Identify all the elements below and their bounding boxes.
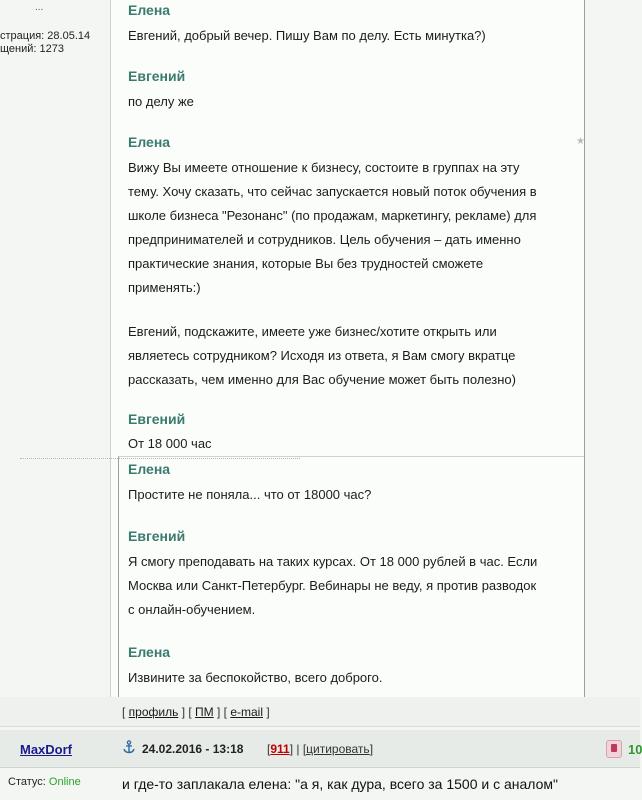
post-actions: [911] | [цитировать] [267,742,374,756]
chat-sender-name: Евгений [128,528,186,544]
chat-message-line: Я смогу преподавать на таких курсах. От 18 000 рублей в час. Если [128,554,538,569]
post-footer [0,697,640,727]
post-links: [ профиль ] [ ПМ ] [ e-mail ] [122,705,270,719]
chat-message-line: с онлайн-обучением. [128,602,256,617]
user-status [8,776,81,788]
chat-sender-name: Евгений [128,68,186,84]
chat-message-line: тему. Хочу сказать, что сейчас запускается новый поток обучения в [128,184,537,199]
post-date: 24.02.2016 - 13:18 [142,742,244,756]
chat-sender-name: Елена [128,134,171,150]
post-text: и где-то заплакала елена: "а я, как дура, всего за 1500 и с аналом" [122,776,558,792]
chat-message-line: Евгений, добрый вечер. Пишу Вам по делу. Есть минутка?) [128,28,486,43]
chat-message-line: по делу же [128,94,194,109]
chat-message-line: практические знания, которые Вы без трудностей сможете [128,256,484,271]
anchor-icon[interactable] [122,740,136,754]
chat-sender-name: Елена [128,2,171,18]
chat-message-line: применять:) [128,280,201,295]
chat-message-line: предпринимателей и сотрудников. Цель обучения – дать именно [128,232,521,247]
chat-sender-name: Елена [128,644,171,660]
reputation-count: 10 [628,742,642,757]
chat-message-line: Вижу Вы имеете отношение к бизнесу, состоите в группах на эту [128,160,520,175]
status-online: Online [48,776,81,788]
registration-date: страция: 28.05.14 [0,30,91,42]
post-number-link[interactable]: 911 [270,742,290,756]
status-label: Статус: [8,776,46,788]
chat-message-line: Простите не поняла... что от 18000 час? [128,487,372,502]
quote-link[interactable]: цитировать [306,742,370,756]
star-icon: ★ [576,136,585,147]
chat-message-line: Евгений, подскажите, имеете уже бизнес/хотите открыть или [128,324,497,339]
chat-sender-name: Евгений [128,411,186,427]
chat-message-line: Москва или Санкт-Петербург. Вебинары не веду, я против разводок [128,578,537,593]
chat-message-line: От 18 000 час [128,436,212,451]
chat-message-line: являетесь сотрудником? Исходя из ответа, я Вам смогу вкратце [128,348,516,363]
chat-sender-name: Елена [128,461,171,477]
chat-message-line: школе бизнеса "Резонанс" (по продажам, маркетингу, рекламе) для [128,208,537,223]
chat-message-line: рассказать, чем именно для Вас обучение может быть полезно) [128,372,516,387]
previous-post-sidebar [0,0,110,700]
pm-link[interactable]: ПМ [195,705,214,719]
email-link[interactable]: e-mail [230,705,263,719]
reputation-icon[interactable] [606,740,622,758]
message-count: щений: 1273 [0,43,64,55]
chat-message-line: Извините за беспокойство, всего доброго. [128,670,383,685]
author-link[interactable]: MaxDorf [20,742,73,757]
rank-dots: ... [35,2,44,13]
profile-link[interactable]: профиль [128,705,179,719]
